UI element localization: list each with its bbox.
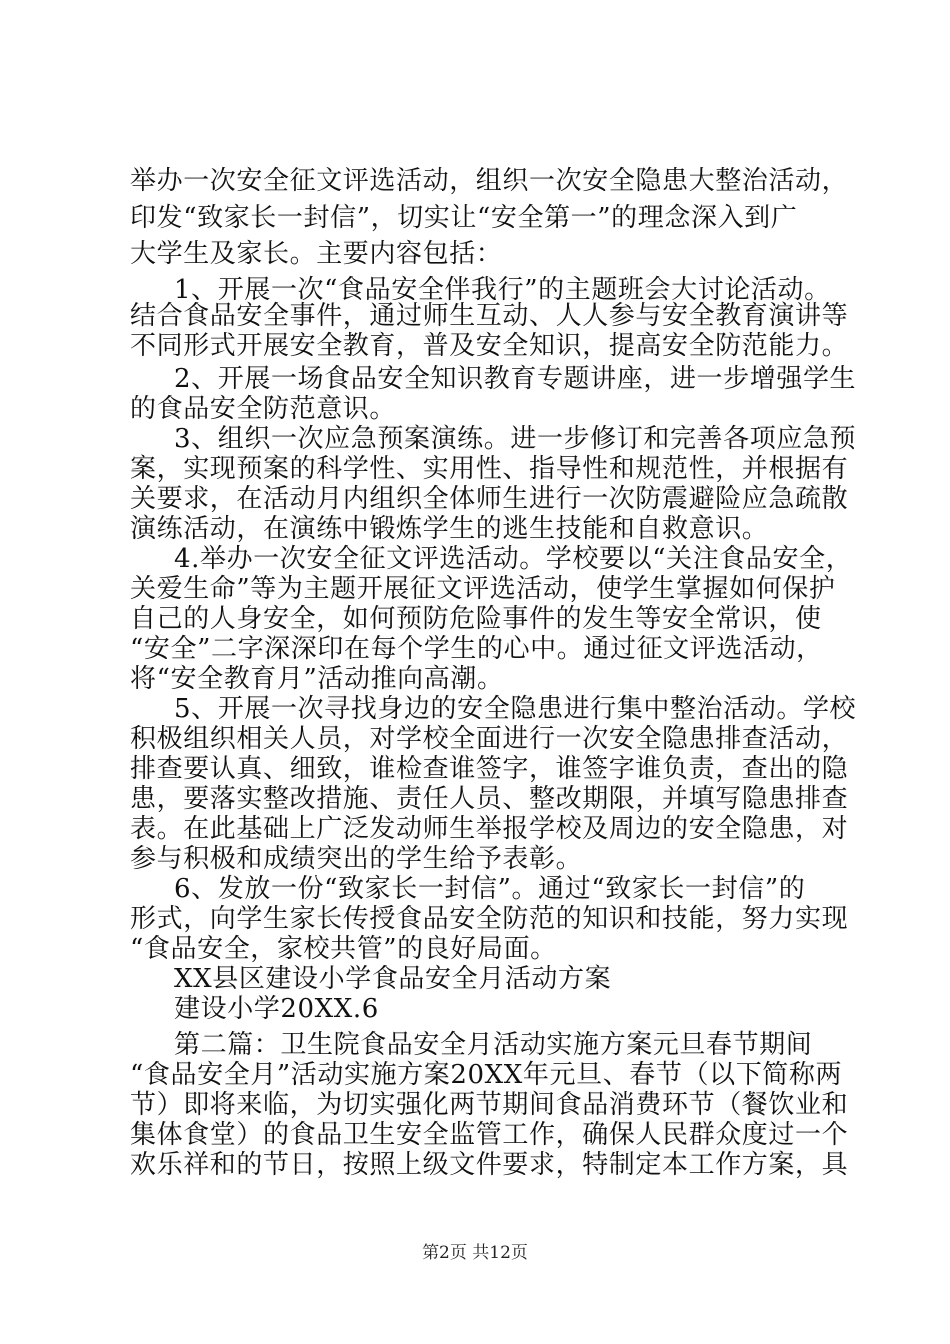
- text-line: 的食品安全防范意识。: [130, 394, 397, 424]
- text-line: 关要求，在活动月内组织全体师生进行一次防震避险应急疏散: [130, 484, 849, 514]
- text-line: 建设小学20XX.6: [174, 994, 379, 1024]
- text-line: 4.举办一次安全征文评选活动。学校要以“关注食品安全，: [174, 544, 853, 574]
- text-line: 举办一次安全征文评选活动，组织一次安全隐患大整治活动，: [130, 166, 849, 196]
- text-line: 6、发放一份“致家长一封信”。通过“致家长一封信”的: [174, 874, 806, 904]
- text-line: 结合食品安全事件，通过师生互动、人人参与安全教育演讲等: [130, 301, 849, 331]
- text-line: 患，要落实整改措施、责任人员、整改期限，并填写隐患排查: [130, 784, 849, 814]
- text-line: 印发“致家长一封信”，切实让“安全第一”的理念深入到广: [130, 203, 798, 233]
- page-number-footer: 第2页 共12页: [422, 1243, 528, 1263]
- text-line: 积极组织相关人员，对学校全面进行一次安全隐患排查活动，: [130, 724, 849, 754]
- text-line: 表。在此基础上广泛发动师生举报学校及周边的安全隐患，对: [130, 814, 849, 844]
- text-line: 演练活动，在演练中锻炼学生的逃生技能和自救意识。: [130, 514, 769, 544]
- text-line: 自己的人身安全，如何预防危险事件的发生等安全常识，使: [130, 604, 822, 634]
- text-line: 大学生及家长。主要内容包括：: [130, 239, 503, 269]
- text-line: 案，实现预案的科学性、实用性、指导性和规范性，并根据有: [130, 454, 849, 484]
- text-line: 参与积极和成绩突出的学生给予表彰。: [130, 844, 583, 874]
- text-line: 5、开展一次寻找身边的安全隐患进行集中整治活动。学校: [174, 694, 857, 724]
- text-line: 3、组织一次应急预案演练。进一步修订和完善各项应急预: [174, 424, 857, 454]
- text-line: “安全”二字深深印在每个学生的心中。通过征文评选活动，: [130, 634, 823, 664]
- text-line: 欢乐祥和的节日，按照上级文件要求，特制定本工作方案，具: [130, 1150, 849, 1180]
- text-line: 集体食堂）的食品卫生安全监管工作，确保人民群众度过一个: [130, 1120, 849, 1150]
- text-line: 将“安全教育月”活动推向高潮。: [130, 664, 504, 694]
- text-line: 不同形式开展安全教育，普及安全知识，提高安全防范能力。: [130, 331, 849, 361]
- text-line: 节）即将来临，为切实强化两节期间食品消费环节（餐饮业和: [130, 1090, 849, 1120]
- text-line: 形式，向学生家长传授食品安全防范的知识和技能，努力实现: [130, 904, 849, 934]
- text-line: 关爱生命”等为主题开展征文评选活动，使学生掌握如何保护: [130, 574, 836, 604]
- text-line: “食品安全月”活动实施方案20XX年元旦、春节（以下简称两: [130, 1060, 843, 1090]
- text-line: XX县区建设小学食品安全月活动方案: [174, 964, 612, 994]
- text-line: 1、开展一次“食品安全伴我行”的主题班会大讨论活动。: [174, 275, 831, 305]
- text-line: 第二篇：卫生院食品安全月活动实施方案元旦春节期间: [174, 1030, 813, 1060]
- text-line: 2、开展一场食品安全知识教育专题讲座，进一步增强学生: [174, 364, 857, 394]
- text-line: “食品安全，家校共管”的良好局面。: [130, 934, 557, 964]
- text-line: 排查要认真、细致，谁检查谁签字，谁签字谁负责，查出的隐: [130, 754, 849, 784]
